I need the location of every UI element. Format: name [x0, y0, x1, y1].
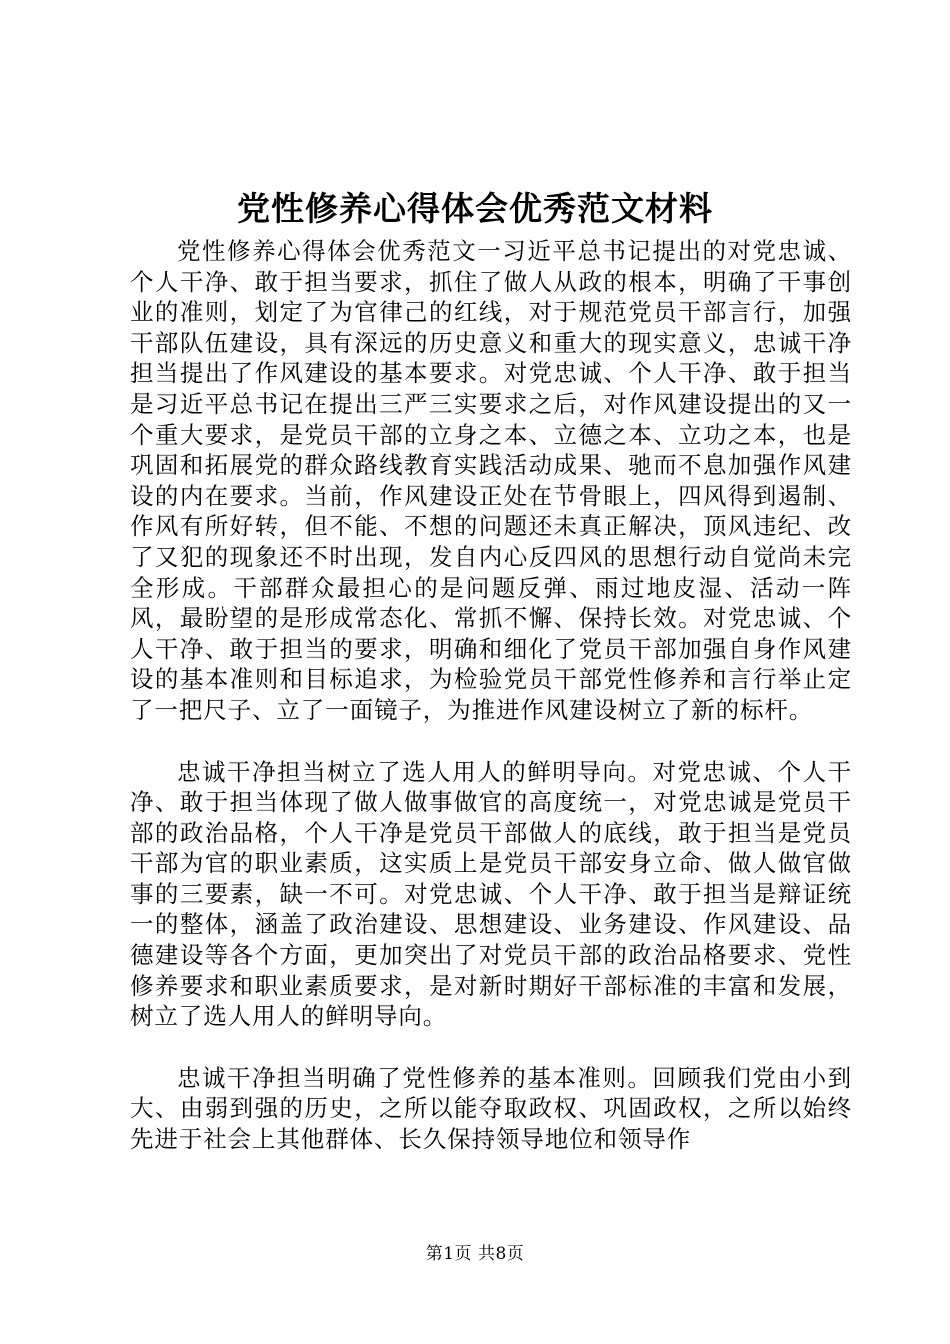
- document-title: 党性修养心得体会优秀范文材料: [237, 189, 713, 228]
- page-footer: 第1页 共8页: [425, 1244, 525, 1264]
- paragraph: 忠诚干净担当树立了选人用人的鲜明导向。对党忠诚、个人干净、敢于担当体现了做人做事做官的高度统一，对党忠诚是党员干部的政治品格，个人干净是党员干部做人的底线，敢于担当是党员干部为官的职业素质，这实质上是党员干部安身立命、做人做官做事的三要素，缺一不可。对党忠诚、个人干净、敢于担当是辩证统一的整体，涵盖了政治建设、思想建设、业务建设、作风建设、品德建设等各个方面，更加突出了对党员干部的政治品格要求、党性修养要求和职业素质要求，是对新时期好干部标准的丰富和发展，树立了选人用人的鲜明导向。: [130, 757, 852, 1031]
- paragraph: 党性修养心得体会优秀范文一习近平总书记提出的对党忠诚、个人干净、敢于担当要求，抓住了做人从政的根本，明确了干事创业的准则，划定了为官律己的红线，对于规范党员干部言行，加强干部队伍建设，具有深远的历史意义和重大的现实意义，忠诚干净担当提出了作风建设的基本要求。对党忠诚、个人干净、敢于担当是习近平总书记在提出三严三实要求之后，对作风建设提出的又一个重大要求，是党员干部的立身之本、立德之本、立功之本，也是巩固和拓展党的群众路线教育实践活动成果、驰而不息加强作风建设的内在要求。当前，作风建设正处在节骨眼上，四风得到遏制、作风有所好转，但不能、不想的问题还未真正解决，顶风违纪、改了又犯的现象还不时出现，发自内心反四风的思想行动自觉尚未完全形成。干部群众最担心的是问题反弹、雨过地皮湿、活动一阵风，最盼望的是形成常态化、常抓不懈、保持长效。对党忠诚、个人干净、敢于担当的要求，明确和细化了党员干部加强自身作风建设的基本准则和目标追求，为检验党员干部党性修养和言行举止定了一把尺子、立了一面镜子，为推进作风建设树立了新的标杆。: [130, 237, 852, 724]
- paragraph: 忠诚干净担当明确了党性修养的基本准则。回顾我们党由小到大、由弱到强的历史，之所以能夺取政权、巩固政权，之所以始终先进于社会上其他群体、长久保持领导地位和领导作: [130, 1063, 852, 1154]
- document-body: [130, 236, 852, 1155]
